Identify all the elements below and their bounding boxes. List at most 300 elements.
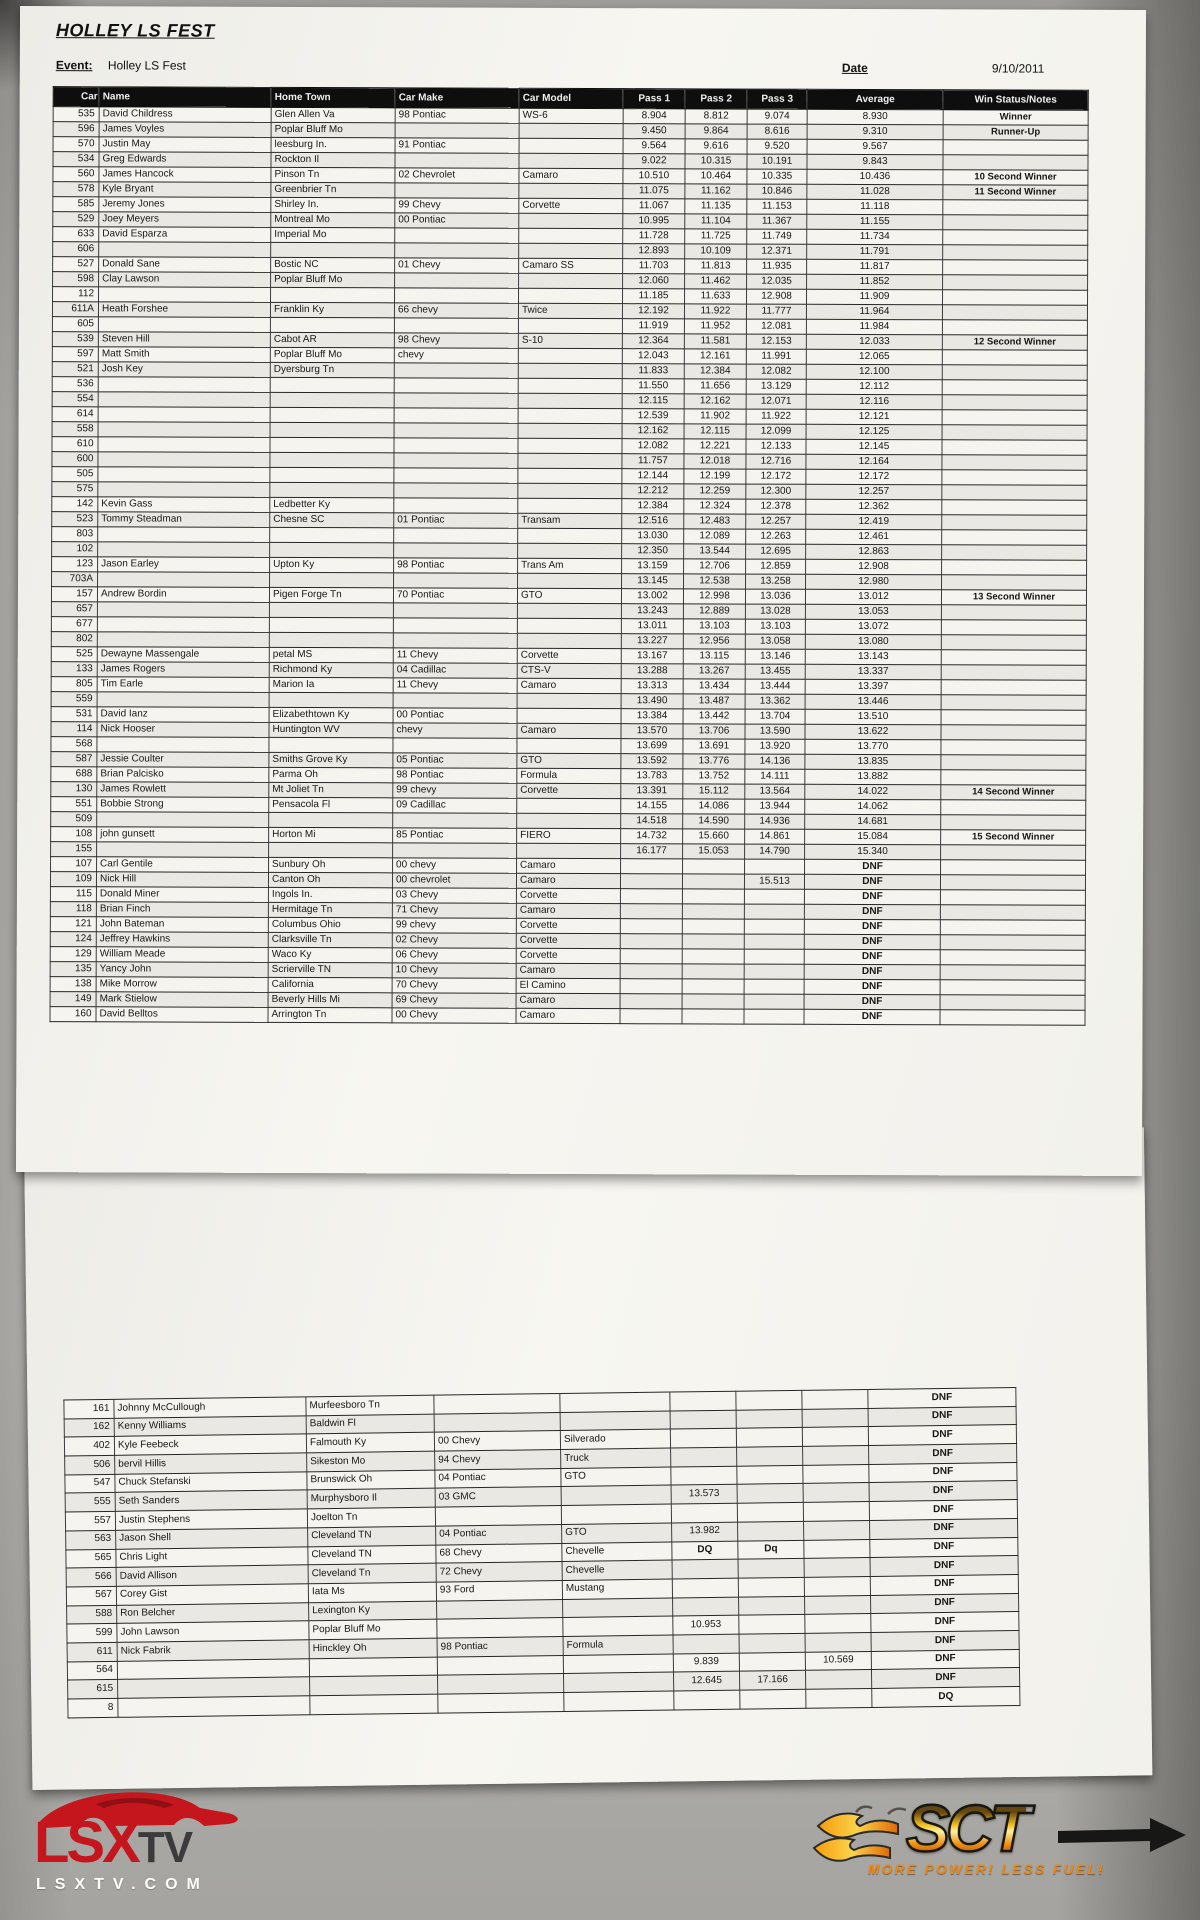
win-status	[942, 545, 1087, 561]
car-number: 611	[67, 1642, 117, 1661]
pass-1: 12.539	[622, 409, 684, 424]
home-town: Beverly Hills Mi	[268, 992, 392, 1007]
car-make	[394, 453, 518, 468]
pass-3: 10.846	[747, 184, 807, 199]
home-town: Bostic NC	[271, 257, 395, 272]
pass-1: 12.645	[673, 1671, 739, 1691]
car-model	[518, 438, 622, 453]
home-town: Iata Ms	[308, 1582, 436, 1602]
average: DNF	[869, 1481, 1017, 1502]
home-town: Arrington Tn	[268, 1007, 392, 1022]
sct-wordmark: SCT	[906, 1791, 1026, 1865]
car-number: 112	[53, 287, 99, 302]
driver-name: Kyle Bryant	[99, 182, 271, 198]
pass-1: 12.364	[622, 334, 684, 349]
driver-name: David Childress	[99, 107, 271, 123]
home-town: Lexington Ky	[309, 1601, 437, 1621]
pass-3: 12.081	[746, 319, 806, 334]
win-status	[942, 365, 1087, 381]
car-model	[517, 798, 621, 813]
home-town: leesburg In.	[271, 137, 395, 152]
driver-name	[97, 812, 269, 828]
car-make: 00 Pontiac	[393, 708, 517, 723]
pass-1: 13.288	[621, 664, 683, 679]
pass-2	[739, 1615, 805, 1635]
car-model	[519, 138, 623, 153]
home-town: Ledbetter Ky	[270, 497, 394, 512]
column-header-driver-name: Name	[99, 87, 271, 108]
car-make: 99 chevy	[393, 783, 517, 798]
win-status	[942, 575, 1087, 591]
driver-name	[97, 632, 269, 648]
car-model	[519, 273, 623, 288]
average: 13.337	[805, 664, 941, 679]
pass-2: 11.135	[685, 199, 747, 214]
win-status	[943, 275, 1088, 291]
pass-3	[744, 1009, 804, 1024]
car-number: 578	[53, 182, 99, 197]
driver-name	[97, 602, 269, 618]
pass-3	[744, 994, 804, 1009]
pass-3: 13.258	[746, 574, 806, 589]
pass-2	[739, 1633, 805, 1653]
car-number: 535	[53, 107, 99, 122]
car-model	[518, 543, 622, 558]
pass-1	[672, 1578, 738, 1598]
column-header-home-town: Home Town	[271, 87, 395, 107]
pass-2: 13.691	[683, 739, 745, 754]
car-model: Chevelle	[562, 1560, 672, 1580]
pass-2	[682, 1009, 744, 1024]
car-make	[394, 483, 518, 498]
pass-3: 10.569	[805, 1651, 871, 1671]
car-model: CTS-V	[517, 663, 621, 678]
average: DNF	[804, 874, 940, 889]
car-make: 98 Pontiac	[437, 1636, 563, 1656]
car-number: 135	[50, 962, 96, 977]
average: 13.143	[805, 649, 941, 664]
home-town: Waco Ky	[268, 947, 392, 962]
win-status: 11 Second Winner	[943, 185, 1088, 201]
car-model	[560, 1411, 670, 1431]
driver-name: Nick Fabrik	[117, 1640, 309, 1661]
win-status	[942, 425, 1087, 441]
pass-1: 9.450	[623, 124, 685, 139]
car-number: 115	[50, 887, 96, 902]
car-number: 611A	[52, 302, 98, 317]
pass-2: 12.018	[684, 454, 746, 469]
pass-2: 15.112	[683, 784, 745, 799]
car-make: 66 chevy	[394, 303, 518, 318]
column-header-pass-3: Pass 3	[747, 89, 807, 109]
pass-1	[620, 904, 682, 919]
car-model: Camaro	[516, 1008, 620, 1023]
average: DQ	[872, 1687, 1020, 1708]
car-number: 109	[50, 872, 96, 887]
car-number: 588	[67, 1605, 117, 1624]
pass-1: 9.564	[623, 139, 685, 154]
pass-1	[670, 1391, 736, 1411]
driver-name: bervil Hillis	[115, 1453, 307, 1474]
home-town: Montreal Mo	[271, 212, 395, 227]
average: 11.984	[806, 319, 942, 334]
win-status	[942, 350, 1087, 366]
pass-2: 13.776	[683, 754, 745, 769]
driver-name: Mark Stielow	[96, 992, 268, 1008]
driver-name: Andrew Bordin	[97, 587, 269, 603]
pass-3	[745, 859, 805, 874]
car-model: Formula	[563, 1635, 673, 1655]
driver-name: Chuck Stefanski	[115, 1472, 307, 1493]
win-status	[943, 155, 1088, 171]
home-town	[269, 842, 393, 857]
home-town	[270, 317, 394, 332]
car-model	[519, 183, 623, 198]
column-header-pass-2: Pass 2	[685, 89, 747, 109]
driver-name	[98, 377, 270, 393]
win-status	[941, 755, 1086, 771]
car-make: 02 Chevy	[392, 933, 516, 948]
car-model: WS-6	[519, 108, 623, 123]
home-town: Greenbrier Tn	[271, 182, 395, 197]
car-model	[519, 153, 623, 168]
driver-name	[117, 1658, 309, 1679]
pass-2	[737, 1446, 803, 1466]
driver-name: Donald Miner	[96, 887, 268, 903]
pass-3: 12.172	[746, 469, 806, 484]
driver-name	[98, 452, 270, 468]
average: DNF	[870, 1574, 1018, 1595]
average: 12.908	[806, 559, 942, 574]
car-model	[563, 1598, 673, 1618]
average: 12.419	[806, 514, 942, 529]
home-town: Falmouth Ky	[306, 1433, 434, 1453]
pass-1: 13.313	[621, 679, 683, 694]
win-status	[943, 290, 1088, 306]
column-header-average: Average	[807, 89, 943, 109]
pass-2	[739, 1596, 805, 1616]
car-model	[518, 483, 622, 498]
pass-1	[620, 934, 682, 949]
average: 13.397	[805, 679, 941, 694]
pass-3: 13.590	[745, 724, 805, 739]
home-town	[270, 407, 394, 422]
win-status	[941, 650, 1086, 666]
car-number: 102	[52, 542, 98, 557]
average: 12.033	[806, 334, 942, 349]
home-town: Hermitage Tn	[268, 902, 392, 917]
pass-3	[805, 1632, 871, 1652]
car-make: 72 Chevy	[436, 1562, 562, 1582]
car-make: 98 Pontiac	[393, 768, 517, 783]
win-status	[940, 905, 1085, 921]
car-make	[434, 1412, 560, 1432]
car-make: 01 Pontiac	[394, 513, 518, 528]
car-model	[561, 1485, 671, 1505]
car-model	[564, 1672, 674, 1692]
car-make: 99 Chevy	[395, 198, 519, 213]
home-town: Cabot AR	[270, 332, 394, 347]
car-number: 160	[50, 1007, 96, 1022]
car-make	[438, 1692, 564, 1712]
car-number: 802	[51, 632, 97, 647]
driver-name: John Bateman	[96, 917, 268, 933]
pass-1: 14.732	[621, 829, 683, 844]
win-status	[942, 380, 1087, 396]
average: 12.980	[806, 574, 942, 589]
pass-2: 13.706	[683, 724, 745, 739]
average: 11.734	[807, 229, 943, 244]
car-make	[393, 618, 517, 633]
pass-1	[620, 949, 682, 964]
pass-1: 13.227	[621, 634, 683, 649]
pass-2: 11.656	[684, 379, 746, 394]
driver-name: Chris Light	[116, 1546, 308, 1567]
car-number: 118	[50, 902, 96, 917]
car-model	[518, 528, 622, 543]
car-model	[518, 423, 622, 438]
driver-name	[97, 692, 269, 708]
home-town: Scrierville TN	[268, 962, 392, 977]
car-model	[563, 1654, 673, 1674]
driver-name: David Allison	[116, 1565, 308, 1586]
car-number: 599	[67, 1624, 117, 1643]
driver-name	[98, 317, 270, 333]
pass-2: 11.462	[685, 274, 747, 289]
driver-name	[98, 437, 270, 453]
driver-name: William Meade	[96, 947, 268, 963]
pass-1	[620, 1009, 682, 1024]
car-number: 554	[52, 392, 98, 407]
pass-2: 12.706	[684, 559, 746, 574]
car-make	[393, 813, 517, 828]
car-make: chevy	[394, 348, 518, 363]
driver-name: john gunsett	[97, 827, 269, 843]
car-model	[519, 123, 623, 138]
home-town: Columbus Ohio	[268, 917, 392, 932]
driver-name: Heath Forshee	[98, 302, 270, 318]
driver-name: Yancy John	[96, 962, 268, 978]
car-make: 93 Ford	[436, 1580, 562, 1600]
win-status	[942, 560, 1087, 576]
driver-name: James Rowlett	[97, 782, 269, 798]
page-title: HOLLEY LS FEST	[55, 20, 215, 41]
car-number: 162	[64, 1418, 114, 1437]
car-model	[519, 213, 623, 228]
average: 11.118	[807, 199, 943, 214]
average: 12.164	[806, 454, 942, 469]
pass-2	[683, 859, 745, 874]
car-make: 09 Cadillac	[393, 798, 517, 813]
pass-2	[738, 1521, 804, 1541]
average: 13.622	[805, 724, 941, 739]
pass-2: 12.324	[684, 499, 746, 514]
table-row	[50, 1007, 1085, 1026]
average: 13.510	[805, 709, 941, 724]
pass-2: 13.434	[683, 679, 745, 694]
pass-3: 12.071	[746, 394, 806, 409]
win-status	[943, 260, 1088, 276]
win-status	[941, 605, 1086, 621]
home-town: Pinson Tn	[271, 167, 395, 182]
pass-2: 11.902	[684, 409, 746, 424]
car-make	[435, 1506, 561, 1526]
average: 12.121	[806, 409, 942, 424]
pass-1: 13.159	[622, 559, 684, 574]
average: 12.065	[806, 349, 942, 364]
car-make: 00 Pontiac	[395, 213, 519, 228]
car-make	[393, 843, 517, 858]
car-number: 547	[65, 1474, 115, 1493]
pass-1: 12.384	[622, 499, 684, 514]
home-town: Elizabethtown Ky	[269, 707, 393, 722]
pass-2: 11.581	[684, 334, 746, 349]
average: DNF	[804, 964, 940, 979]
pass-3: 11.749	[747, 229, 807, 244]
column-header-car-number: Car	[53, 87, 99, 107]
car-model: Camaro	[516, 873, 620, 888]
pass-1	[620, 874, 682, 889]
pass-1: 13.490	[621, 694, 683, 709]
car-number: 600	[52, 452, 98, 467]
pass-2	[736, 1409, 802, 1429]
pass-3	[805, 1614, 871, 1634]
car-number: 614	[52, 407, 98, 422]
home-town: Richmond Ky	[269, 662, 393, 677]
car-number: 805	[51, 677, 97, 692]
home-town: petal MS	[269, 647, 393, 662]
car-number: 108	[51, 827, 97, 842]
home-town	[269, 632, 393, 647]
car-make: 69 Chevy	[392, 993, 516, 1008]
average: DNF	[804, 949, 940, 964]
car-number: 130	[51, 782, 97, 797]
home-town: California	[268, 977, 392, 992]
car-make: chevy	[393, 723, 517, 738]
pass-3	[744, 904, 804, 919]
pass-2: 13.103	[683, 619, 745, 634]
pass-3: 14.861	[745, 829, 805, 844]
car-number: 575	[52, 482, 98, 497]
win-status	[942, 470, 1087, 486]
date-value: 9/10/2011	[991, 61, 1045, 76]
pass-3	[806, 1688, 872, 1708]
car-make: 71 Chevy	[392, 903, 516, 918]
driver-name	[98, 482, 270, 498]
home-town	[269, 617, 393, 632]
pass-3: 13.455	[745, 664, 805, 679]
home-town: Murphysboro Il	[307, 1489, 435, 1509]
home-town: Murfeesboro Tn	[306, 1395, 434, 1415]
pass-2	[736, 1428, 802, 1448]
pass-3: 14.936	[745, 814, 805, 829]
home-town: Ingols In.	[268, 887, 392, 902]
home-town: Imperial Mo	[271, 227, 395, 242]
win-status	[942, 305, 1087, 321]
car-number: 121	[50, 917, 96, 932]
car-model: Corvette	[517, 648, 621, 663]
home-town	[310, 1675, 438, 1695]
pass-1: 13.699	[621, 739, 683, 754]
win-status	[941, 620, 1086, 636]
car-make	[395, 123, 519, 138]
pass-2: 12.384	[684, 364, 746, 379]
date-label: Date	[841, 60, 868, 75]
car-number: 605	[52, 317, 98, 332]
car-model: Corvette	[516, 888, 620, 903]
car-model: Camaro	[517, 723, 621, 738]
pass-1: 13.570	[621, 724, 683, 739]
car-model	[519, 243, 623, 258]
pass-2: 10.315	[685, 154, 747, 169]
pass-1	[671, 1503, 737, 1523]
win-status	[942, 395, 1087, 411]
home-town	[270, 437, 394, 452]
car-number: 161	[64, 1399, 114, 1418]
car-model: S-10	[518, 333, 622, 348]
win-status	[940, 965, 1085, 981]
car-number: 559	[51, 692, 97, 707]
pass-2: 9.864	[685, 124, 747, 139]
pass-3	[803, 1446, 869, 1466]
pass-3	[744, 889, 804, 904]
home-town: Hinckley Oh	[309, 1638, 437, 1658]
car-model	[518, 468, 622, 483]
pass-3	[802, 1408, 868, 1428]
pass-2: 12.221	[684, 439, 746, 454]
driver-name	[97, 617, 269, 633]
pass-3: 13.704	[745, 709, 805, 724]
win-status	[941, 770, 1086, 786]
driver-name: Jason Earley	[98, 557, 270, 573]
win-status	[941, 860, 1086, 876]
car-model: Camaro	[516, 993, 620, 1008]
sct-logo	[810, 1791, 1180, 1906]
driver-name	[98, 572, 270, 588]
car-model	[517, 738, 621, 753]
average: 13.446	[805, 694, 941, 709]
win-status	[941, 695, 1086, 711]
pass-1	[620, 979, 682, 994]
car-model	[517, 693, 621, 708]
pass-2: 12.115	[684, 424, 746, 439]
car-number: 606	[53, 242, 99, 257]
driver-name: Brian Palcisko	[97, 767, 269, 783]
car-make	[394, 438, 518, 453]
pass-3: 13.103	[745, 619, 805, 634]
car-make: 94 Chevy	[435, 1450, 561, 1470]
driver-name	[98, 467, 270, 483]
pass-2: 13.115	[683, 649, 745, 664]
driver-name: Johnny McCullough	[114, 1397, 306, 1418]
home-town: Poplar Bluff Mo	[309, 1619, 437, 1639]
home-town	[270, 452, 394, 467]
pass-1: 13.783	[621, 769, 683, 784]
driver-name: Bobbie Strong	[97, 797, 269, 813]
average: 13.053	[805, 604, 941, 619]
average: DNF	[871, 1668, 1019, 1689]
pass-2: 15.053	[683, 844, 745, 859]
driver-name: John Lawson	[117, 1621, 309, 1642]
driver-name: Donald Sane	[99, 257, 271, 273]
average: 9.567	[807, 139, 943, 154]
win-status	[942, 500, 1087, 516]
average: 14.681	[805, 814, 941, 829]
pass-2: 14.086	[683, 799, 745, 814]
car-make	[394, 573, 518, 588]
car-model: Corvette	[516, 933, 620, 948]
car-number: 8	[68, 1698, 118, 1717]
